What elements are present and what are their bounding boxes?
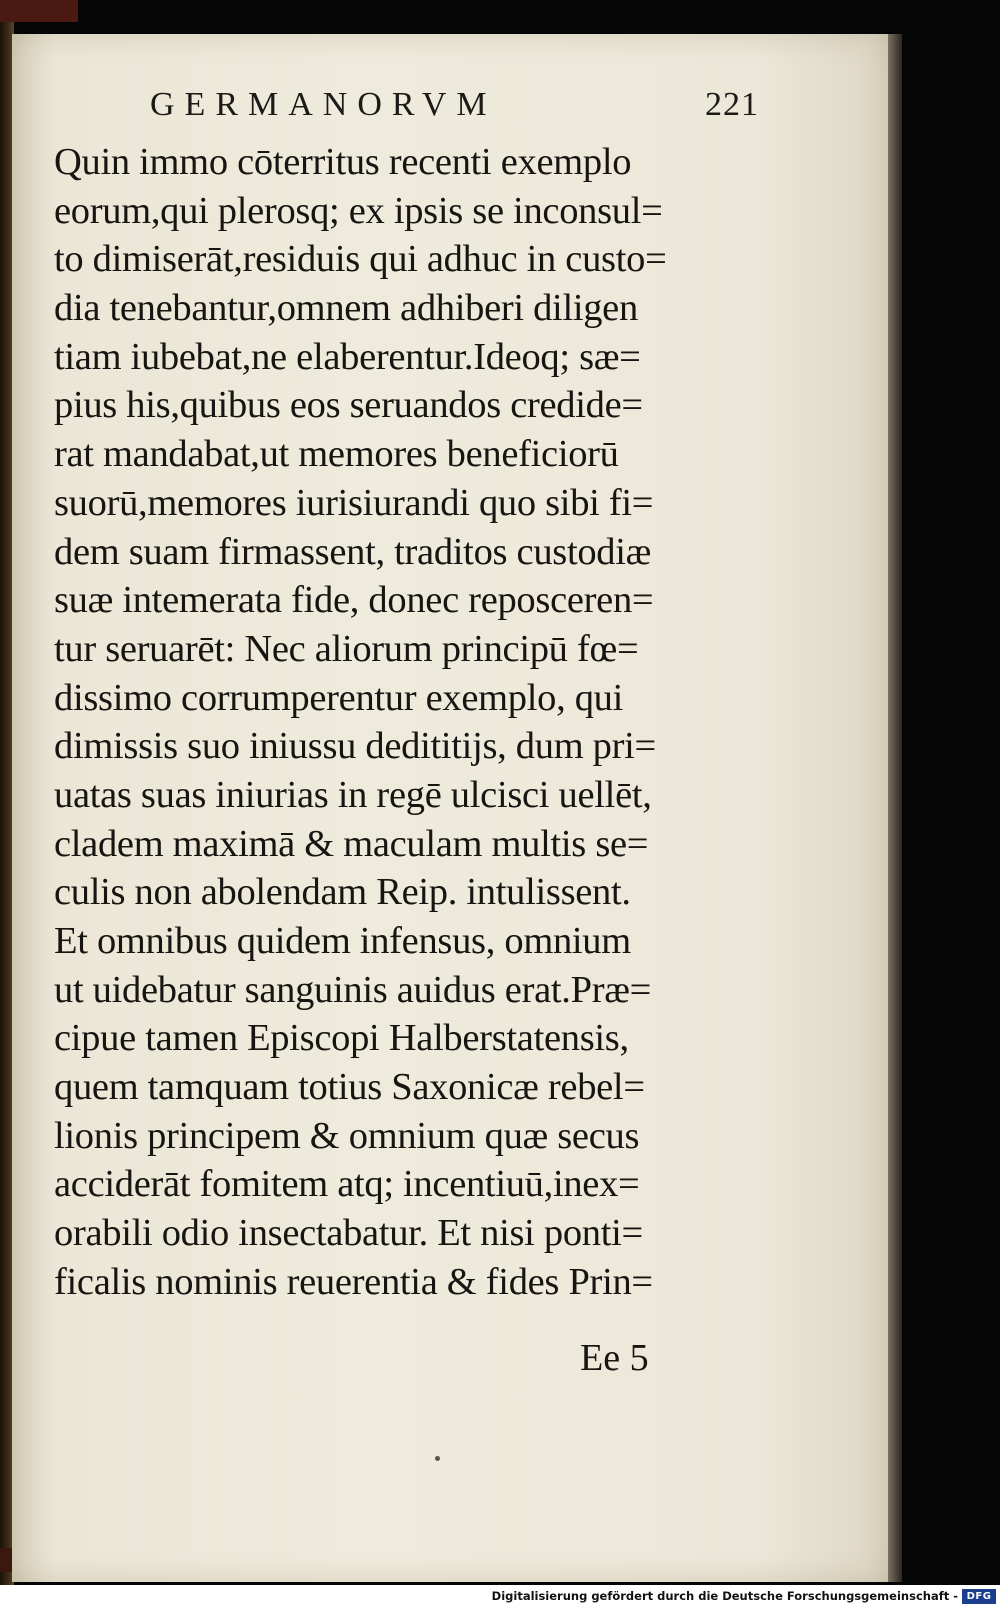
text-line: lionis principem & omnium quæ secus	[54, 1114, 640, 1157]
text-line: dia tenebantur,omnem adhiberi diligen	[54, 287, 638, 330]
corner-stain	[0, 0, 78, 22]
text-line: dissimo corrumperentur exemplo, qui	[54, 676, 624, 719]
text-line: rat mandabat,ut memores beneficiorū	[54, 433, 619, 476]
text-line: culis non abolendam Reip. intulissent.	[54, 871, 631, 914]
running-title: GERMANORVM	[150, 86, 497, 123]
text-line: cipue tamen Episcopi Halberstatensis,	[54, 1017, 629, 1060]
folio-number: 221	[705, 86, 759, 123]
running-head	[150, 86, 790, 126]
funding-credit: Digitalisierung gefördert durch die Deutsche Forschungsgemeinschaft -	[491, 1589, 958, 1603]
paper-speck	[435, 1456, 440, 1461]
text-line: eorum,qui plerosq; ex ipsis se inconsul=	[54, 189, 663, 232]
text-line: Et omnibus quidem infensus, omnium	[54, 920, 631, 962]
signature-mark: Ee 5	[580, 1337, 649, 1379]
text-line: ficalis nominis reuerentia & fides Prin=	[54, 1260, 653, 1303]
text-line: dem suam firmassent, traditos custodiæ	[54, 530, 652, 573]
text-line: ut uidebatur sanguinis auidus erat.Præ=	[54, 968, 652, 1011]
text-line: dimissis suo iniussu dedititijs, dum pri=	[54, 725, 656, 768]
footer-bar	[0, 1585, 1000, 1609]
text-line: cladem maximā & maculam multis se=	[54, 822, 649, 865]
text-line: pius his,quibus eos seruandos credide=	[54, 384, 643, 427]
text-line: tur seruarēt: Nec aliorum principū fœ=	[54, 627, 639, 670]
text-line: uatas suas iniurias in regē ulcisci uellēt,	[54, 773, 652, 816]
text-line: orabili odio insectabatur. Et nisi ponti=	[54, 1212, 643, 1255]
text-line: quem tamquam totius Saxonicæ rebel=	[54, 1066, 645, 1109]
text-line: suæ intemerata fide, donec reposceren=	[54, 579, 654, 622]
text-line: suorū,memores iurisiurandi quo sibi fi=	[54, 481, 654, 524]
dfg-logo-icon: DFG	[962, 1589, 996, 1604]
page-right-shadow	[888, 34, 902, 1582]
body-text	[54, 138, 794, 1307]
text-line: acciderāt fomitem atq; incentiuū,inex=	[54, 1163, 640, 1206]
text-line: to dimiserāt,residuis qui adhuc in custo=	[54, 238, 667, 281]
text-line: Quin immo cōterritus recenti exemplo	[54, 141, 632, 183]
text-line: tiam iubebat,ne elaberentur.Ideoq; sæ=	[54, 335, 641, 378]
